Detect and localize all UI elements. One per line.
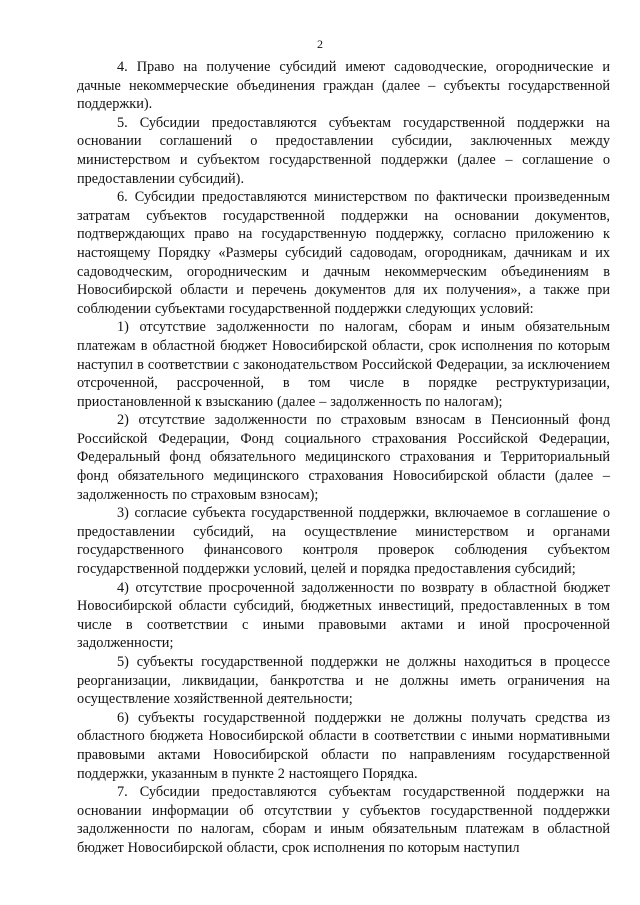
document-body — [77, 58, 610, 858]
condition-item-2: 2) отсутствие задолженности по страховым взносам в Пенсионный фонд Российской Федерации, Фонд социального страхования Российской Федерации, Федеральный фонд обязательного медицинского страхования и Территориальный фонд обязательного медицинского страхования Новосибирской области (далее – задолженность по страховым взносам); — [77, 412, 610, 503]
paragraph-item-6: 6. Субсидии предоставляются министерством по фактически произведенным затратам субъектов государственной поддержки на основании документов, подтверждающих право на государственную поддержку, согласно приложению к настоящему Порядку «Размеры субсидий садоводам, огородникам, дачникам и их садоводческим, огородническим и дачным некоммерческим объединениям в Новосибирской области и перечень документов для их получения», а также при соблюдении субъектами государственной поддержки следующих условий: — [77, 189, 610, 317]
page-number: 2 — [317, 37, 323, 51]
condition-item-4: 4) отсутствие просроченной задолженности по возврату в областной бюджет Новосибирской области субсидий, бюджетных инвестиций, предоставленных в том числе в соответствии с иными правовыми актами и иной просроченной задолженности; — [77, 579, 610, 652]
condition-item-5: 5) субъекты государственной поддержки не должны находиться в процессе реорганизации, ликвидации, банкротства и не должны иметь ограничения на осуществление хозяйственной деятельности; — [77, 654, 610, 708]
condition-item-6: 6) субъекты государственной поддержки не должны получать средства из областного бюджета Новосибирской области в соответствии с иными нормативными правовыми актами Новосибирской области по направлениям государственной поддержки, указанным в пункте 2 настоящего Порядка. — [77, 709, 610, 782]
condition-item-1: 1) отсутствие задолженности по налогам, сборам и иным обязательным платежам в областной бюджет Новосибирской области, срок исполнения по которым наступил в соответствии с законодательством Российской Федерации, за исключением отсроченной, рассроченной, в том числе в порядке реструктуризации, приостановленной к взысканию (далее – задолженность по налогам); — [77, 319, 610, 410]
condition-item-3: 3) согласие субъекта государственной поддержки, включаемое в соглашение о предоставлении субсидий, на осуществление министерством и органами государственного финансового контроля проверок соблюдения субъектом государственной поддержки условий, целей и порядка предоставления субсидий; — [77, 505, 610, 578]
paragraph-item-4: 4. Право на получение субсидий имеют садоводческие, огороднические и дачные некоммерческие объединения граждан (далее – субъекты государственной поддержки). — [77, 59, 610, 113]
paragraph-item-5: 5. Субсидии предоставляются субъектам государственной поддержки на основании соглашений о предоставлении субсидии, заключенных между министерством и субъектом государственной поддержки (далее – соглашение о предоставлении субсидий). — [77, 114, 610, 187]
paragraph-item-7: 7. Субсидии предоставляются субъектам государственной поддержки на основании информации об отсутствии у субъектов государственной поддержки задолженности по налогам, сборам и иным обязательным платежам в областной бюджет Новосибирской области, срок исполнения по которым наступил — [77, 784, 610, 856]
